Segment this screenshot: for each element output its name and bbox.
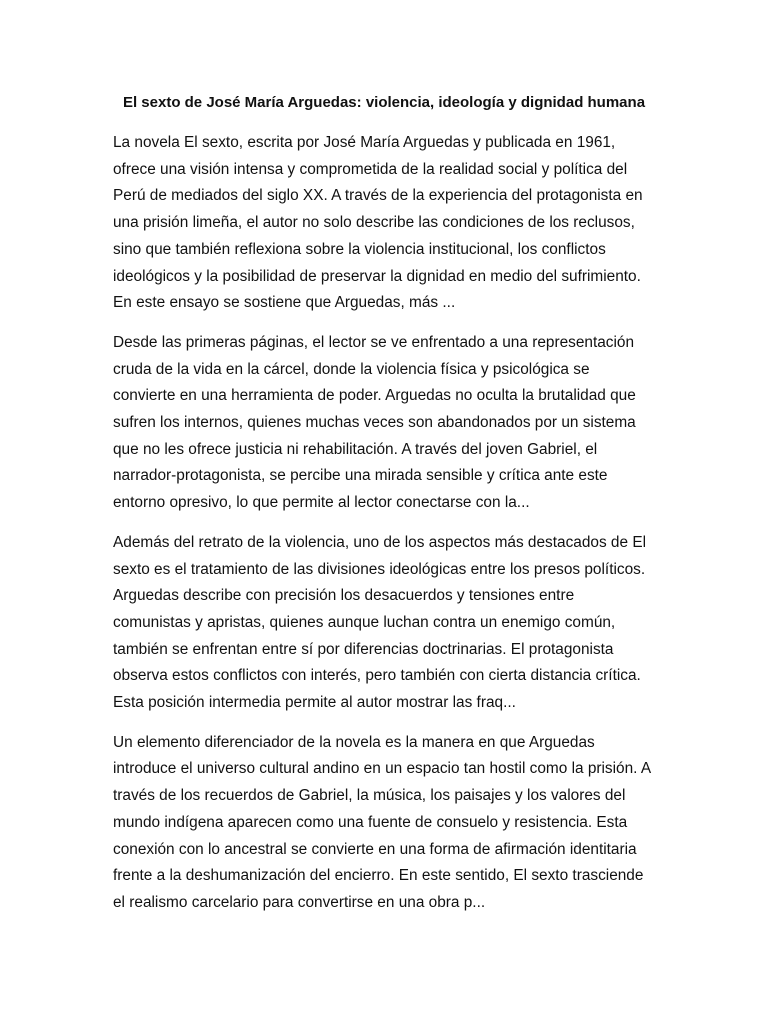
paragraph-1: La novela El sexto, escrita por José María Arguedas y publicada en 1961, ofrece una visión intensa y comprometida de la realidad social y política del Perú de mediados del siglo XX. A través de la experiencia del protagonista en una prisión limeña, el autor no solo describe las condiciones de los reclusos, sino que también reflexiona sobre la violencia institucional, los conflictos ideológicos y la posibilidad de preservar la dignidad en medio del sufrimiento. En este ensayo se sostiene que Arguedas, más ... (113, 134, 643, 312)
paragraph-4: Un elemento diferenciador de la novela es la manera en que Arguedas introduce el universo cultural andino en un espacio tan hostil como la prisión. A través de los recuerdos de Gabriel, la música, los paisajes y los valores del mundo indígena aparecen como una fuente de consuelo y resistencia. Esta conexión con lo ancestral se convierte en una forma de afirmación identitaria frente a la deshumanización del encierro. En este sentido, El sexto trasciende el realismo carcelario para convertirse en una obra p... (113, 733, 651, 911)
document-title: El sexto de José María Arguedas: violencia, ideología y dignidad humana (122, 94, 646, 111)
paragraph-3: Además del retrato de la violencia, uno de los aspectos más destacados de El sexto es el tratamiento de las divisiones ideológicas entre los presos políticos. Arguedas describe con precisión los desacuerdos y tensiones entre comunistas y apristas, quienes aunque luchan contra un enemigo común, también se enfrentan entre sí por diferencias doctrinarias. El protagonista observa estos conflictos con interés, pero también con cierta distancia crítica. Esta posición intermedia permite al autor mostrar las fraq... (113, 533, 646, 712)
document-page (113, 93, 655, 917)
paragraph-2: Desde las primeras páginas, el lector se ve enfrentado a una representación cruda de la vida en la cárcel, donde la violencia física y psicológica se convierte en una herramienta de poder. Arguedas no oculta la brutalidad que sufren los internos, quienes muchas veces son abandonados por un sistema que no les ofrece justicia ni rehabilitación. A través del joven Gabriel, el narrador-protagonista, se percibe una mirada sensible y crítica ante este entorno opresivo, lo que permite al lector conectarse con la... (113, 333, 636, 512)
